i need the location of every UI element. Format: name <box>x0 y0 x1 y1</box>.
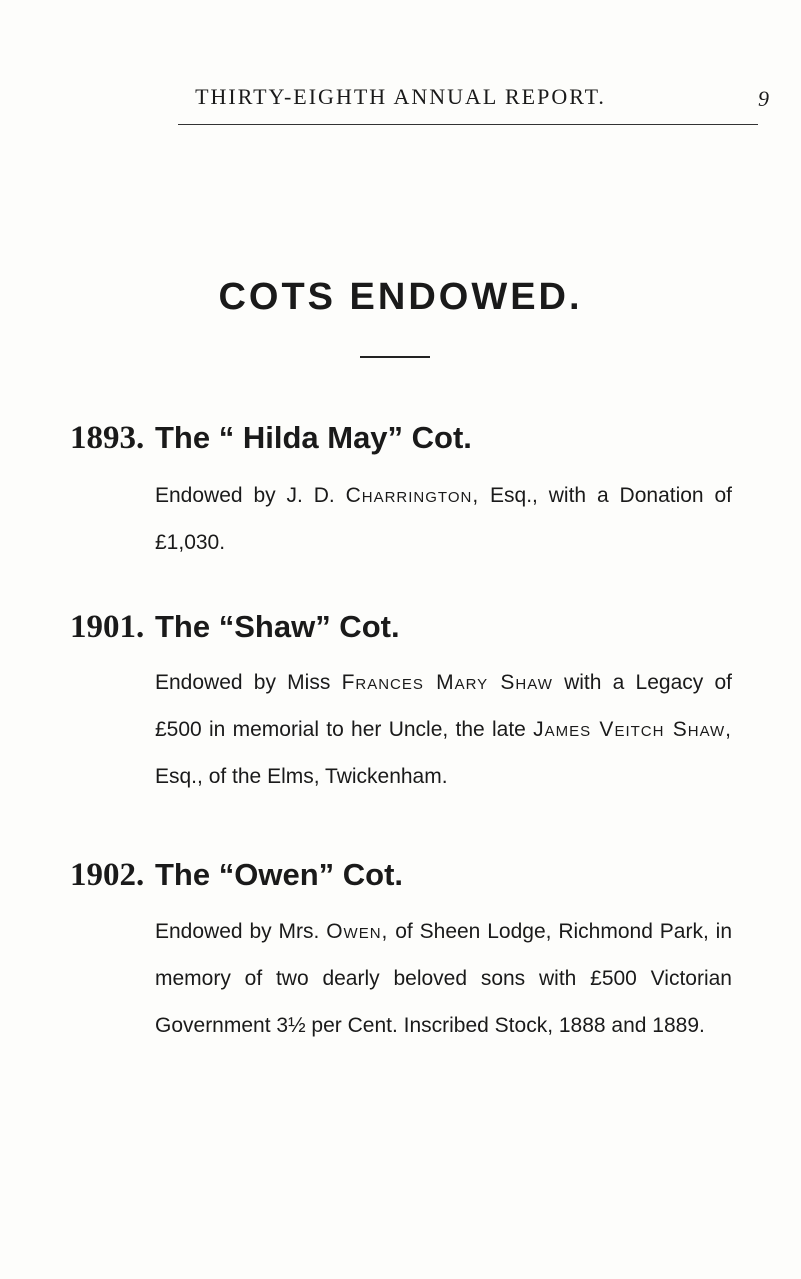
page-number: 9 <box>758 86 769 111</box>
title-rule <box>360 356 430 358</box>
body-text-part: of Sheen Lodge, Richmond Park, in memory of two dearly beloved sons with £500 Victorian Government 3½ per Cent. Inscribed Stock, 1888 and 1889. <box>155 920 732 1037</box>
body-text-part: with a Legacy of £500 in memorial to her Uncle, the late <box>155 671 732 741</box>
body-text-part: Endowed by J. D. <box>155 484 346 507</box>
entry-year: 1901. <box>70 609 145 645</box>
entry-heading: The “Shaw” Cot. <box>155 609 400 644</box>
entry-body <box>155 908 732 1049</box>
entry-year: 1902. <box>70 857 145 893</box>
body-text-part: Esq., with a Donation of £1,030. <box>155 484 732 554</box>
donor-name: Frances Mary Shaw <box>341 671 553 694</box>
header-rule <box>178 124 758 125</box>
relative-name: James Veitch Shaw, <box>533 718 733 741</box>
entry-body <box>155 472 732 566</box>
page-title: COTS ENDOWED. <box>218 276 583 318</box>
entry-heading: The “ Hilda May” Cot. <box>155 420 472 455</box>
body-text-part: Endowed by Mrs. <box>155 920 327 943</box>
running-head: THIRTY-EIGHTH ANNUAL REPORT. <box>195 84 606 109</box>
entry-heading: The “Owen” Cot. <box>155 857 403 892</box>
entry-year: 1893. <box>70 420 145 456</box>
body-text-part: Endowed by Miss <box>155 671 342 694</box>
entry-body <box>155 659 732 800</box>
body-text-part: Esq., of the Elms, Twickenham. <box>155 765 448 788</box>
donor-name: Owen, <box>326 920 389 943</box>
donor-name: Charrington, <box>345 484 480 507</box>
